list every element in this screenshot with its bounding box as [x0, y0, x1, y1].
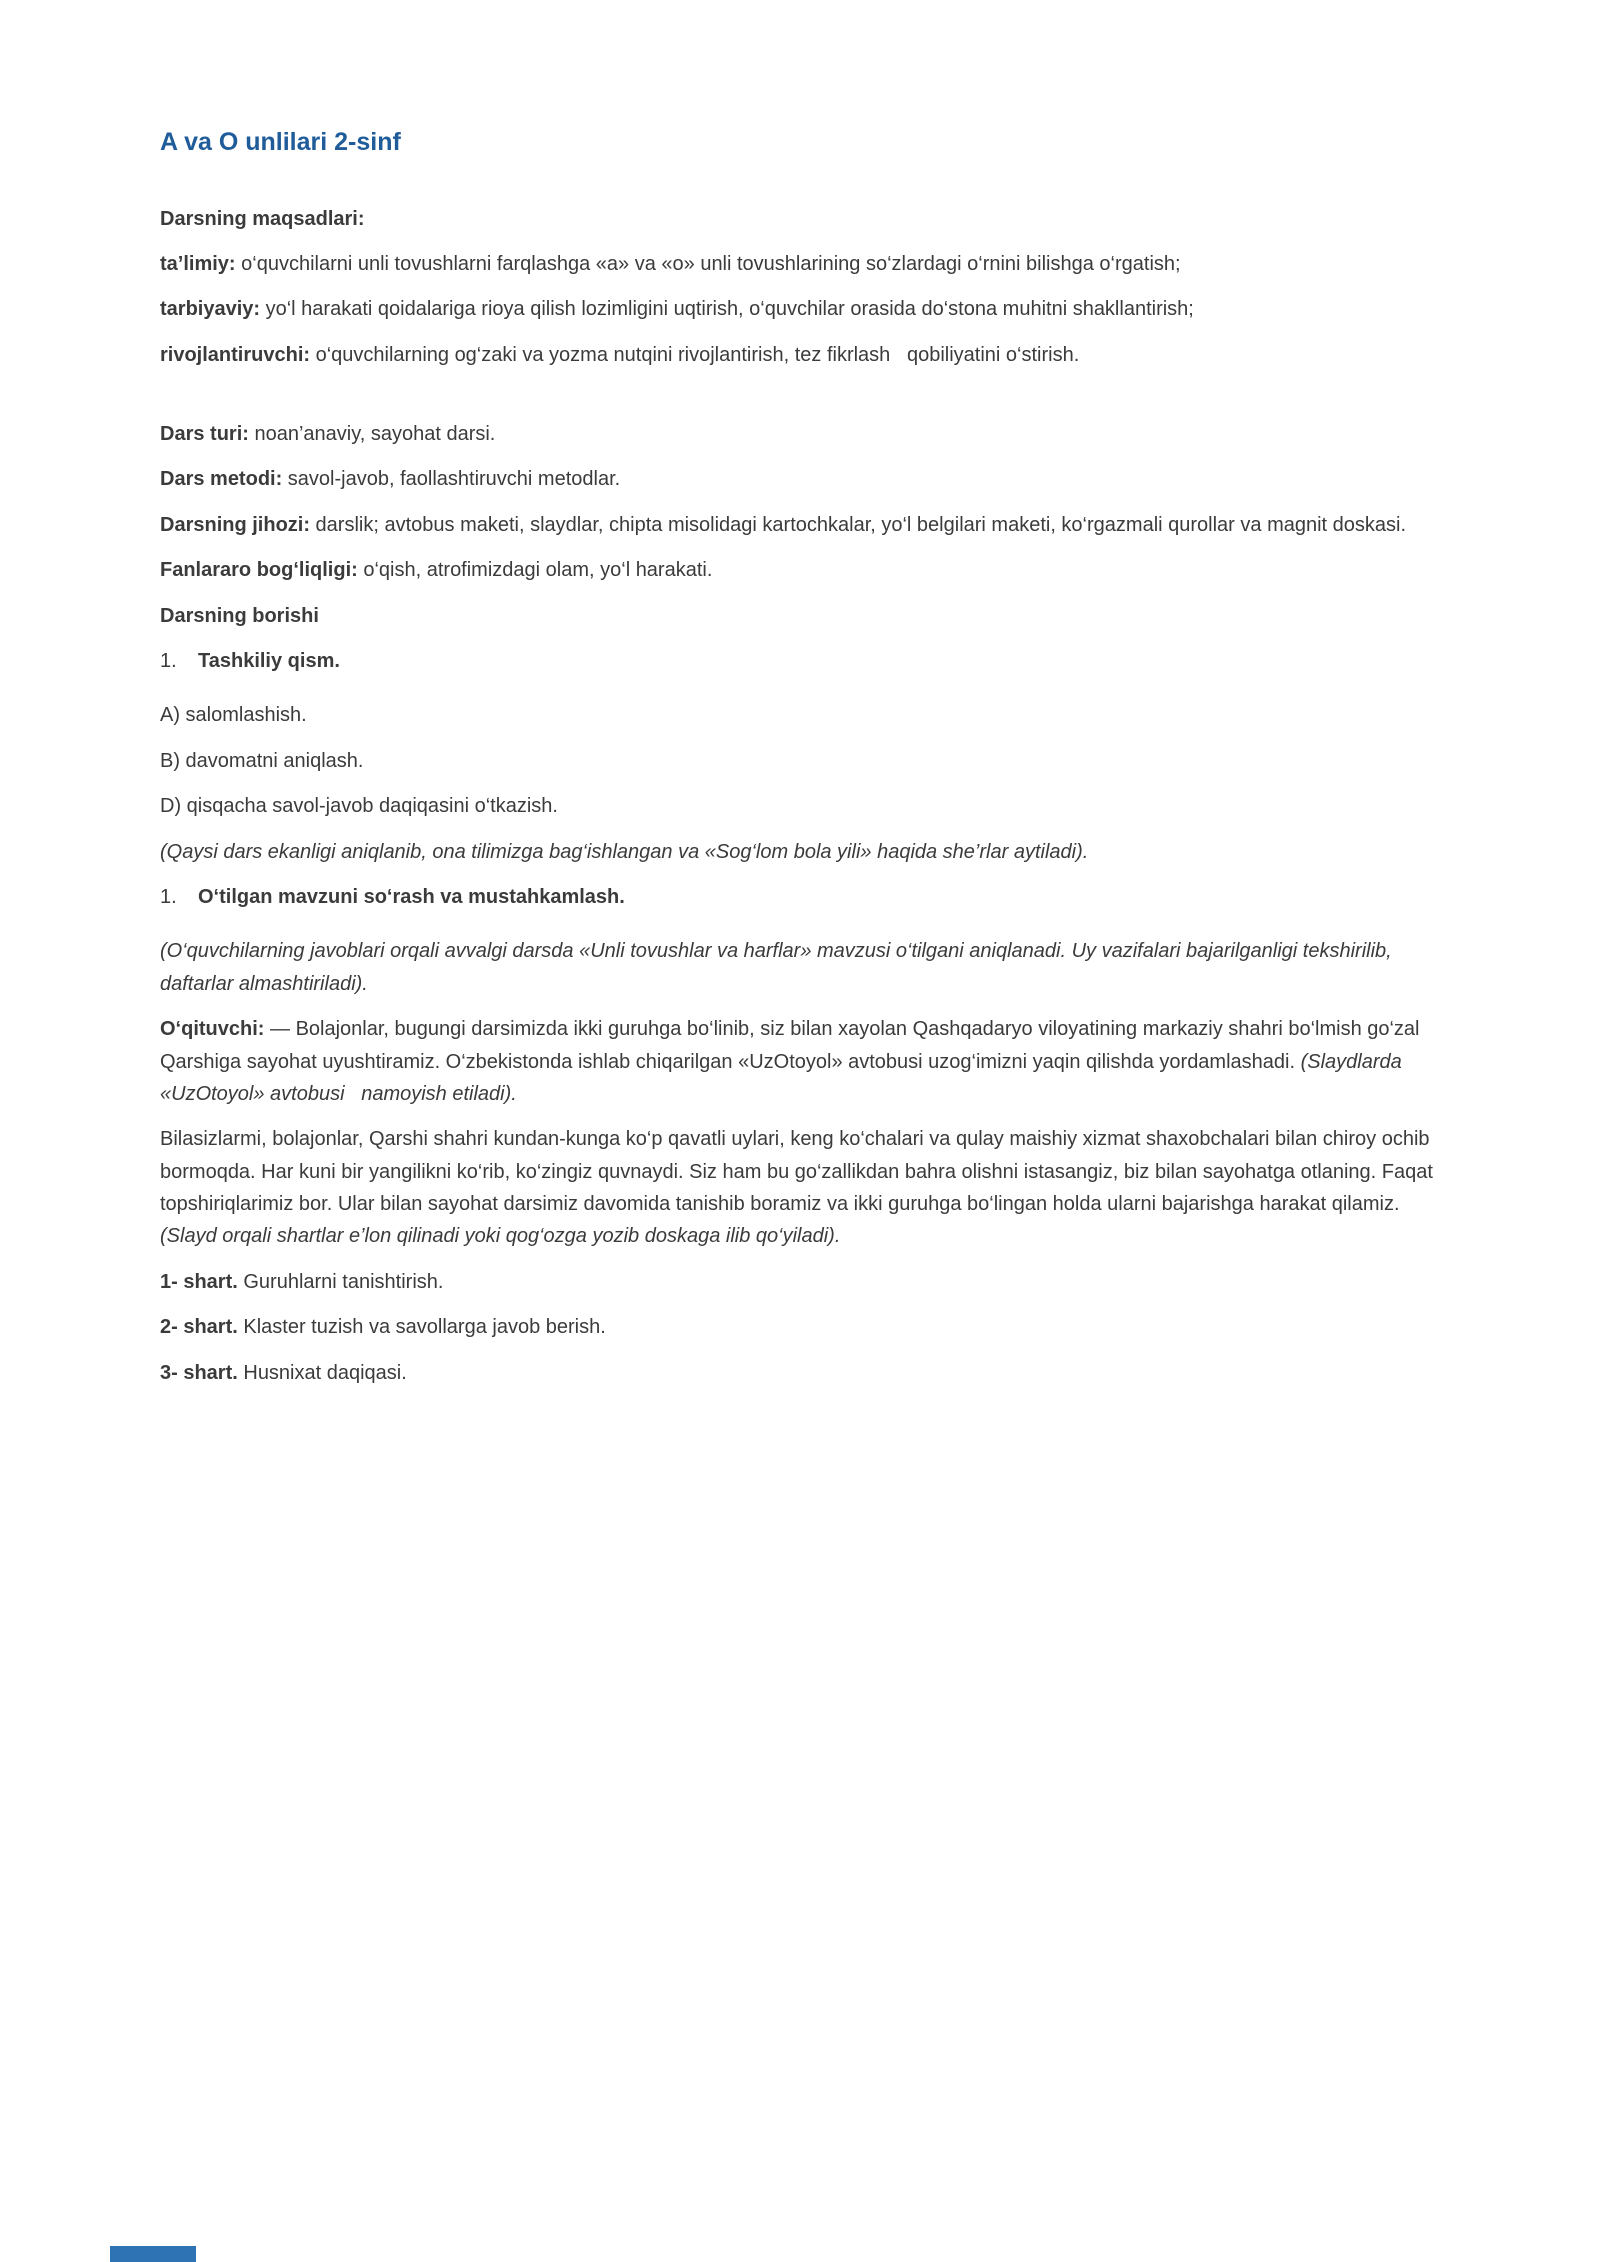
shart-2-text: Klaster tuzish va savollarga javob berish.: [237, 1316, 606, 1339]
list-item-label: Tashkiliy qism.: [198, 650, 340, 673]
dars-metodi-label: Dars metodi:: [160, 468, 283, 491]
paragraph-shart-3: [160, 1357, 1444, 1389]
paragraph-note-1: (Qaysi dars ekanligi aniqlanib, ona tilimizga bag‘ishlangan va «Sog‘lom bola yili» haqida she’rlar aytiladi).: [160, 840, 1089, 863]
list-item-label: O‘tilgan mavzuni so‘rash va mustahkamlash.: [198, 885, 625, 908]
paragraph-teacher: [160, 1013, 1444, 1110]
paragraph-shart-2: [160, 1311, 1444, 1343]
paragraph-dars-metodi: [160, 463, 1444, 495]
paragraph-item-b: B) davomatni aniqlash.: [160, 749, 364, 772]
list-item-otilgan-mavzu: [160, 881, 1444, 913]
shart-2-label: 2- shart.: [160, 1316, 238, 1339]
darsning-jihozi-text: darslik; avtobus maketi, slaydlar, chipta misolidagi kartochkalar, yo‘l belgilari maketi, ko‘rgazmali qurollar va magnit doskasi.: [310, 513, 1407, 536]
list-number: 1.: [160, 885, 177, 908]
teacher-label: O‘qituvchi:: [160, 1018, 265, 1041]
borishi-heading: Darsning borishi: [160, 604, 319, 627]
fanlararo-text: o‘qish, atrofimizdagi olam, yo‘l harakati.: [357, 559, 713, 582]
shart-1-label: 1- shart.: [160, 1270, 238, 1293]
dars-metodi-text: savol-javob, faollashtiruvchi metodlar.: [282, 468, 621, 491]
shart-1-text: Guruhlarni tanishtirish.: [237, 1270, 444, 1293]
journey-text: Bilasizlarmi, bolajonlar, Qarshi shahri kundan-kunga ko‘p qavatli uylari, keng ko‘chalari va qulay maishiy xizmat shaxobchalari bilan chiroy ochib bormoqda. Har kuni bir yangilikni ko‘rib, ko‘zingiz quvnaydi. Siz ham bu go‘zallikdan bahra olishni istasangiz, biz bilan sayohatga otlaning. Faqat topshiriqlarimiz bor. Ular bilan sayohat darsimiz davomida tanishib boramiz va ikki guruhga bo‘lingan holda ularni bajarishga harakat qilamiz.: [160, 1128, 1439, 1216]
list-item-tashkiliy: [160, 645, 1444, 677]
paragraph-darsning-jihozi: [160, 509, 1444, 541]
paragraph-talimiy: [160, 248, 1444, 280]
paragraph-shart-1: [160, 1266, 1444, 1298]
tarbiyaviy-label: tarbiyaviy:: [160, 298, 261, 321]
document-content: [160, 126, 1444, 1402]
paragraph-journey: [160, 1123, 1444, 1253]
goals-heading: Darsning maqsadlari:: [160, 207, 365, 230]
paragraph-tarbiyaviy: [160, 293, 1444, 325]
list-number: 1.: [160, 650, 177, 673]
document-title: A va O unlilari 2-sinf: [160, 128, 401, 156]
paragraph-item-a: A) salomlashish.: [160, 704, 307, 727]
rivojlantiruvchi-label: rivojlantiruvchi:: [160, 343, 311, 366]
paragraph-fanlararo: [160, 554, 1444, 586]
table-row-fragment: [110, 2246, 196, 2262]
blank-line: [160, 384, 1444, 418]
talimiy-text: o‘quvchilarni unli tovushlarni farqlashga «a» va «o» unli tovushlarining so‘zlardagi o‘rnini bilishga o‘rgatish;: [235, 252, 1181, 275]
paragraph-item-d: D) qisqacha savol-javob daqiqasini o‘tkazish.: [160, 795, 558, 818]
tarbiyaviy-text: yo‘l harakati qoidalariga rioya qilish lozimligini uqtirish, o‘quvchilar orasida do‘stona muhitni shakllantirish;: [260, 298, 1194, 321]
dars-turi-text: noan’anaviy, sayohat darsi.: [248, 423, 496, 446]
dars-turi-label: Dars turi:: [160, 423, 249, 446]
paragraph-rivojlantiruvchi: [160, 339, 1444, 371]
fanlararo-label: Fanlararo bog‘liqligi:: [160, 559, 358, 582]
shart-3-label: 3- shart.: [160, 1361, 238, 1384]
darsning-jihozi-label: Darsning jihozi:: [160, 513, 310, 536]
shart-3-text: Husnixat daqiqasi.: [237, 1361, 407, 1384]
teacher-text: — Bolajonlar, bugungi darsimizda ikki guruhga bo‘linib, siz bilan xayolan Qashqadaryo viloyatining markaziy shahri bo‘lmish go‘zal Qarshiga sayohat uyushtiramiz. O‘zbekistonda ishlab chiqarilgan «UzOtoyol» avtobusi uzog‘imizni yaqin qilishda yordamlashadi.: [160, 1018, 1426, 1073]
rivojlantiruvchi-text: o‘quvchilarning og‘zaki va yozma nutqini rivojlantirish, tez fikrlash qobiliyatini o‘stirish.: [310, 343, 1080, 366]
paragraph-dars-turi: [160, 418, 1444, 450]
paragraph-note-2: (O‘quvchilarning javoblari orqali avvalgi darsda «Unli tovushlar va harflar» mavzusi o‘tilgani aniqlanadi. Uy vazifalari bajarilganligi tekshirilib, daftarlar almashtiriladi).: [160, 940, 1392, 995]
journey-note: (Slayd orqali shartlar e’lon qilinadi yoki qog‘ozga yozib doskaga ilib qo‘yiladi).: [160, 1225, 841, 1248]
talimiy-label: ta’limiy:: [160, 252, 236, 275]
teacher-note: (Slaydlarda «UzOtoyol» avtobusi namoyish etiladi).: [160, 1050, 1408, 1105]
